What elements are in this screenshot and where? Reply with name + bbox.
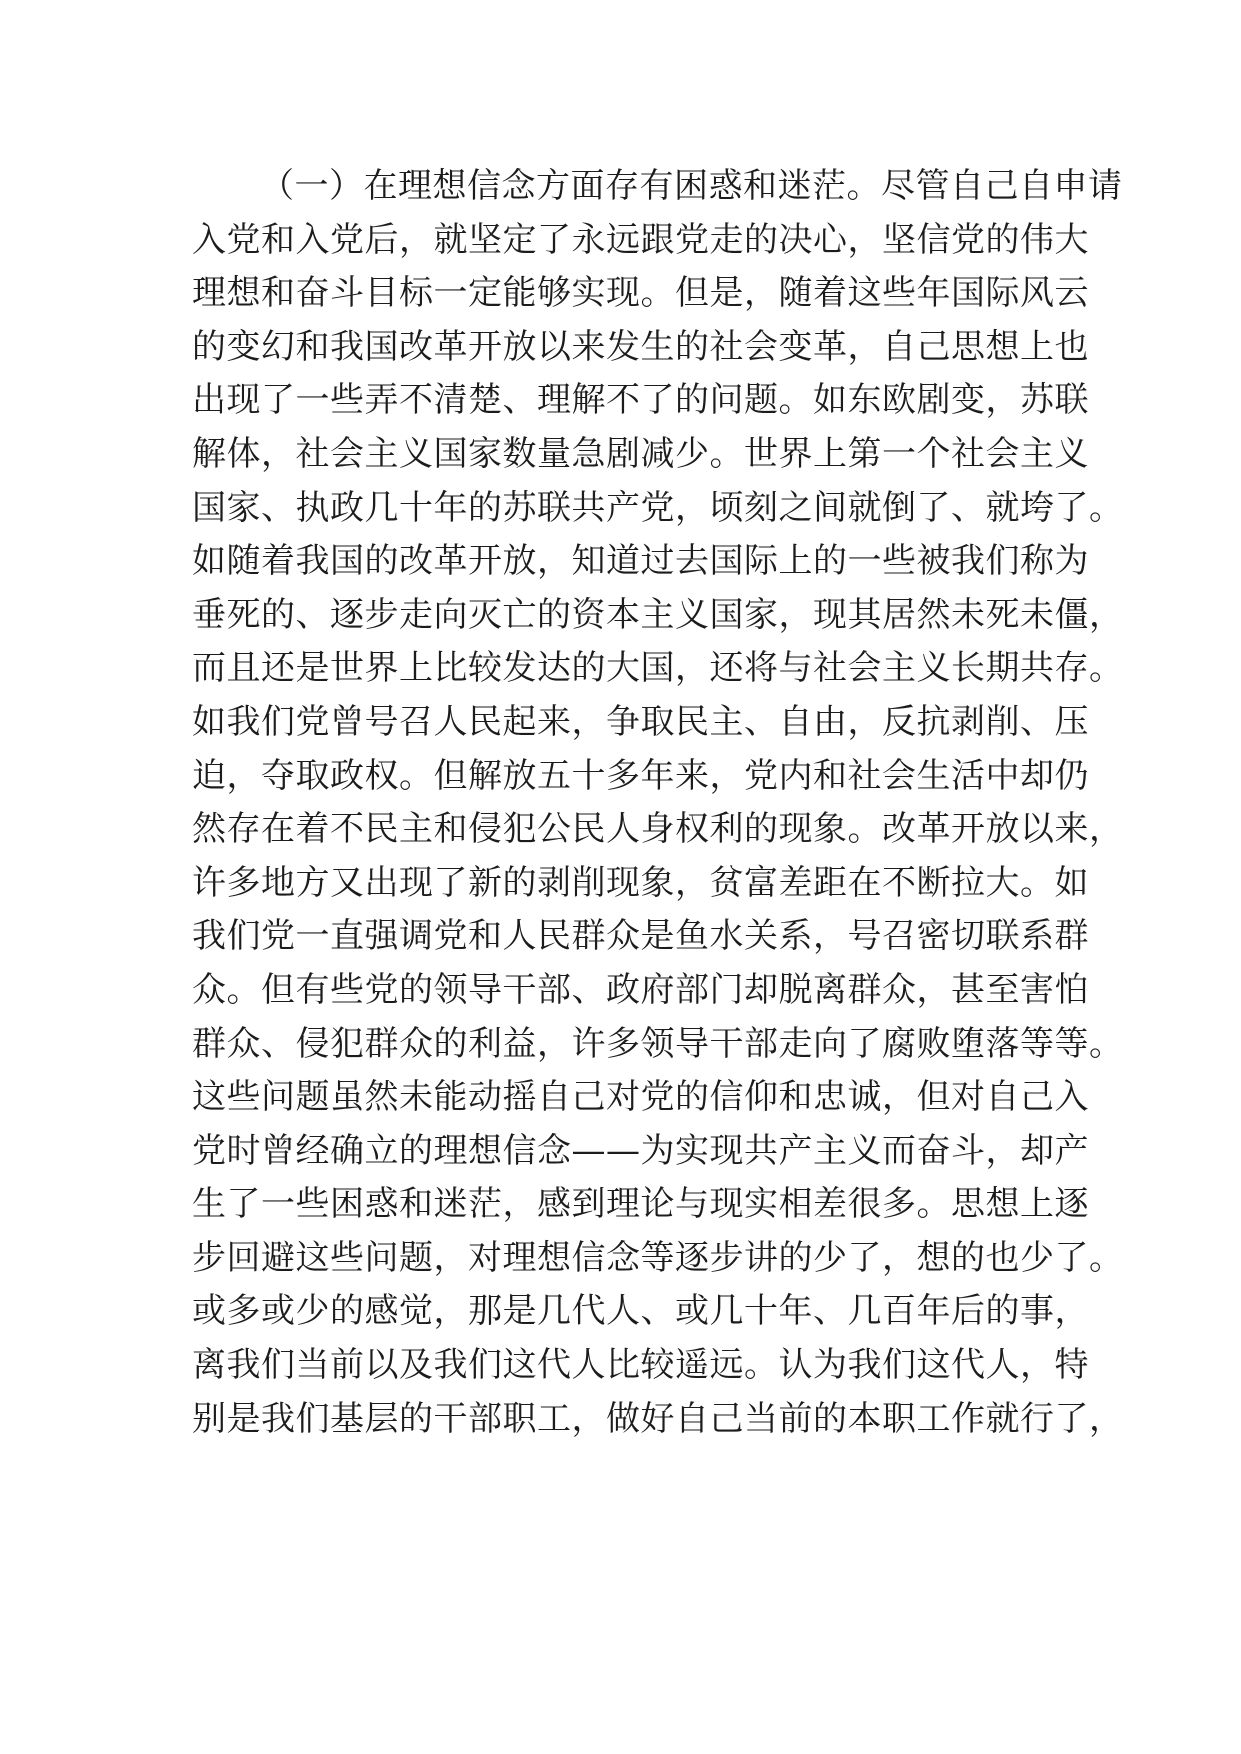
text-line: 理想和奋斗目标一定能够实现。但是，随着这些年国际风云: [192, 273, 1089, 314]
text-line: 入党和入党后，就坚定了永远跟党走的决心，坚信党的伟大: [192, 219, 1089, 260]
text-line: 党时曾经确立的理想信念——为实现共产主义而奋斗，却产: [192, 1130, 1089, 1171]
text-line: 出现了一些弄不清楚、理解不了的问题。如东欧剧变，苏联: [192, 380, 1089, 421]
text-line: 垂死的、逐步走向灭亡的资本主义国家，现其居然未死未僵，: [192, 594, 1124, 635]
text-line: 然存在着不民主和侵犯公民人身权利的现象。改革开放以来，: [192, 809, 1124, 850]
text-line: 群众、侵犯群众的利益，许多领导干部走向了腐败堕落等等。: [192, 1023, 1124, 1064]
text-line: 步回避这些问题，对理想信念等逐步讲的少了，想的也少了。: [192, 1237, 1124, 1278]
text-line: 迫，夺取政权。但解放五十多年来，党内和社会生活中却仍: [192, 755, 1089, 796]
text-line: 或多或少的感觉，那是几代人、或几十年、几百年后的事，: [192, 1291, 1089, 1332]
text-line: 如随着我国的改革开放，知道过去国际上的一些被我们称为: [192, 541, 1089, 582]
text-line: 国家、执政几十年的苏联共产党，顷刻之间就倒了、就垮了。: [192, 487, 1124, 528]
text-line: 离我们当前以及我们这代人比较遥远。认为我们这代人，特: [192, 1345, 1089, 1386]
text-line: 的变幻和我国改革开放以来发生的社会变革，自己思想上也: [192, 326, 1089, 367]
text-line: 解体，社会主义国家数量急剧减少。世界上第一个社会主义: [192, 433, 1089, 474]
text-line: 我们党一直强调党和人民群众是鱼水关系，号召密切联系群: [192, 916, 1089, 957]
text-line: 众。但有些党的领导干部、政府部门却脱离群众，甚至害怕: [192, 969, 1089, 1010]
text-line: （一）在理想信念方面存有困惑和迷茫。尽管自己自申请: [260, 166, 1123, 206]
text-line: 生了一些困惑和迷茫，感到理论与现实相差很多。思想上逐: [192, 1184, 1089, 1225]
text-line: 许多地方又出现了新的剥削现象，贫富差距在不断拉大。如: [192, 862, 1089, 903]
text-line: 别是我们基层的干部职工，做好自己当前的本职工作就行了，: [192, 1398, 1124, 1439]
text-line: 这些问题虽然未能动摇自己对党的信仰和忠诚，但对自己入: [192, 1077, 1089, 1118]
text-line: 如我们党曾号召人民起来，争取民主、自由，反抗剥削、压: [192, 701, 1089, 742]
text-line: 而且还是世界上比较发达的大国，还将与社会主义长期共存。: [192, 648, 1124, 689]
body-paragraph: [192, 160, 1124, 1446]
